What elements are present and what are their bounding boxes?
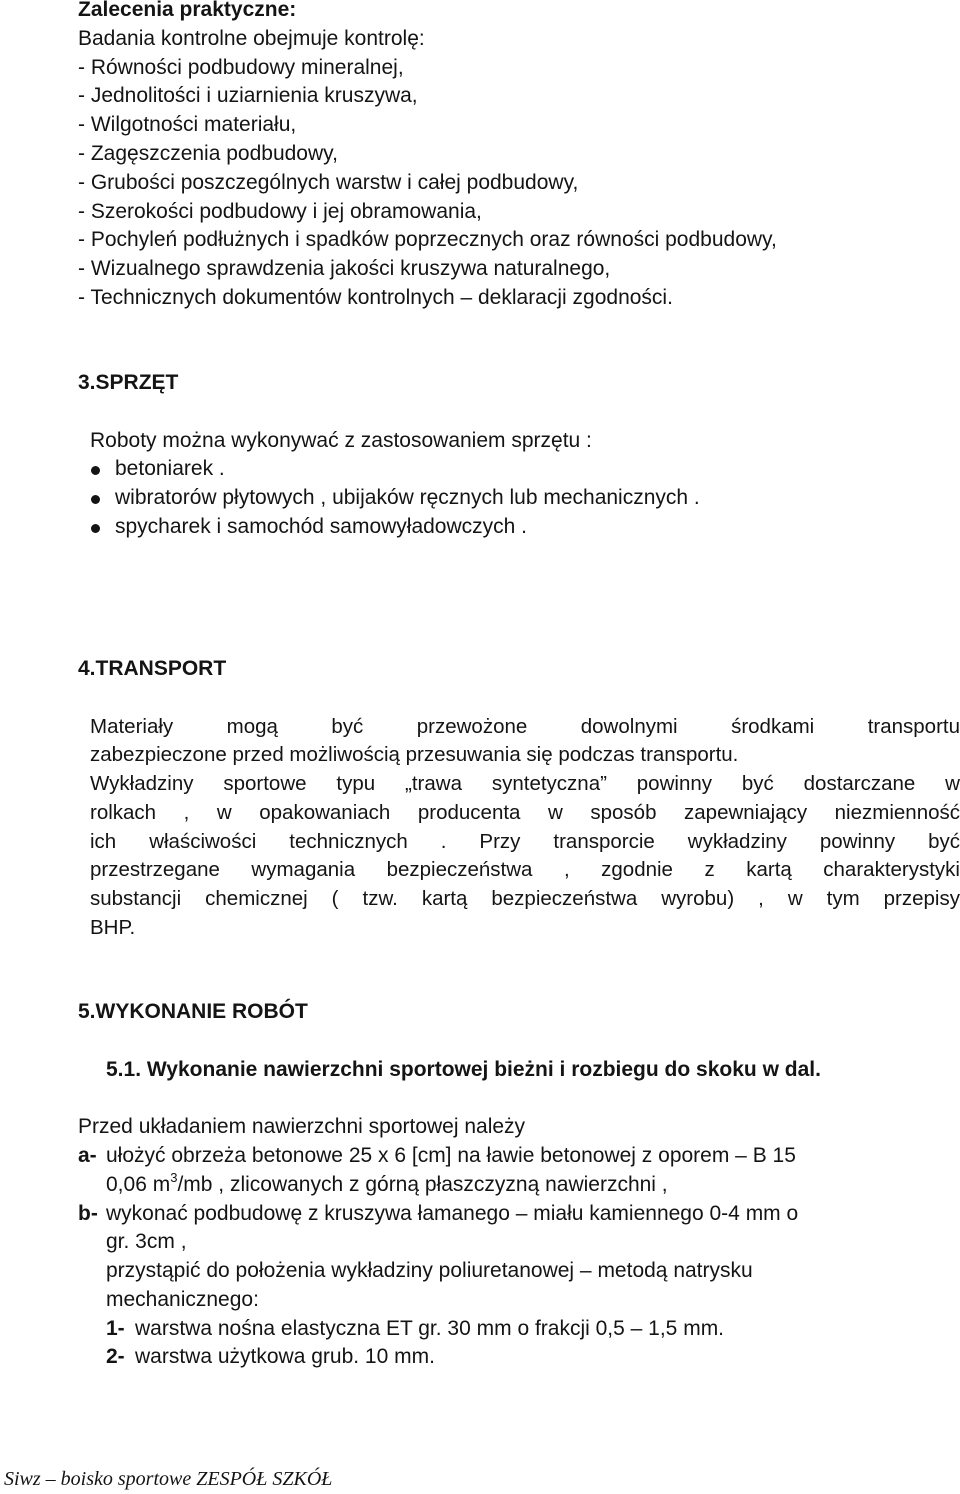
section-heading: 5.WYKONANIE ROBÓT	[78, 1000, 308, 1023]
item-label: b-	[78, 1202, 98, 1225]
list-item: spycharek i samochód samowyładowczych .	[115, 515, 528, 538]
paragraph-line: Wykładziny sportowe typu „trawa syntetyczna” powinny być dostarczane w	[90, 772, 960, 795]
section-heading: 3.SPRZĘT	[78, 371, 179, 394]
paragraph-line: rolkach , w opakowaniach producenta w sposób zapewniający niezmienność	[90, 801, 960, 824]
paragraph-line: przestrzegane wymagania bezpieczeństwa , zgodnie z kartą charakterystyki	[90, 858, 960, 881]
list-item: - Wilgotności materiału,	[78, 113, 297, 136]
item-text: wykonać podbudowę z kruszywa łamanego – miału kamiennego 0-4 mm o	[106, 1202, 799, 1225]
item-text: ułożyć obrzeża betonowe 25 x 6 [cm] na ławie betonowej z oporem – B 15	[106, 1144, 796, 1167]
item-text: warstwa użytkowa grub. 10 mm.	[135, 1345, 435, 1368]
item-text: gr. 3cm ,	[106, 1230, 187, 1253]
paragraph-line: Materiały mogą być przewożone dowolnymi środkami transportu	[90, 715, 960, 738]
list-item: - Wizualnego sprawdzenia jakości kruszywa naturalnego,	[78, 257, 611, 280]
section-lead: Przed układaniem nawierzchni sportowej należy	[78, 1115, 526, 1138]
item-text: warstwa nośna elastyczna ET gr. 30 mm o frakcji 0,5 – 1,5 mm.	[135, 1317, 725, 1340]
item-text: przystąpić do położenia wykładziny poliuretanowej – metodą natrysku	[106, 1259, 753, 1282]
list-item: - Szerokości podbudowy i jej obramowania,	[78, 200, 482, 223]
item-text-continued: 0,06 $m^3/mb$ , zlicowanych z górną płaszczyzną nawierzchni ,	[106, 1170, 668, 1196]
intro-lead: Badania kontrolne obejmuje kontrolę:	[78, 27, 425, 50]
section-lead: Roboty można wykonywać z zastosowaniem sprzętu :	[90, 429, 592, 452]
list-item: - Zagęszczenia podbudowy,	[78, 142, 338, 165]
page-footer: Siwz – boisko sportowe ZESPÓŁ SZKÓŁ	[4, 1468, 333, 1490]
item-text: mechanicznego:	[106, 1288, 259, 1311]
list-item: - Grubości poszczególnych warstw i całej podbudowy,	[78, 171, 579, 194]
bullet-icon	[91, 495, 100, 504]
paragraph-line: ich właściwości technicznych . Przy transporcie wykładziny powinny być	[90, 830, 960, 853]
list-item: wibratorów płytowych , ubijaków ręcznych lub mechanicznych .	[115, 486, 700, 509]
list-item: - Technicznych dokumentów kontrolnych – deklaracji zgodności.	[78, 286, 673, 309]
item-label: 2-	[106, 1345, 125, 1368]
list-item: - Równości podbudowy mineralnej,	[78, 56, 404, 79]
paragraph-line: BHP.	[90, 916, 136, 939]
item-label: a-	[78, 1144, 97, 1167]
superscript: 3	[170, 1170, 178, 1185]
item-label: 1-	[106, 1317, 125, 1340]
paragraph-line: substancji chemicznej ( tzw. kartą bezpieczeństwa wyrobu) , w tym przepisy	[90, 887, 960, 910]
list-item: - Jednolitości i uziarnienia kruszywa,	[78, 84, 418, 107]
subsection-heading: 5.1. Wykonanie nawierzchni sportowej bieżni i rozbiegu do skoku w dal.	[106, 1058, 821, 1081]
bullet-icon	[91, 466, 100, 475]
list-item: betoniarek .	[115, 457, 225, 480]
paragraph-line: zabezpieczone przed możliwością przesuwania się podczas transportu.	[90, 743, 739, 766]
list-item: - Pochyleń podłużnych i spadków poprzecznych oraz równości podbudowy,	[78, 228, 777, 251]
bullet-icon	[91, 524, 100, 533]
section-heading: 4.TRANSPORT	[78, 657, 227, 680]
intro-heading: Zalecenia praktyczne:	[78, 0, 297, 21]
